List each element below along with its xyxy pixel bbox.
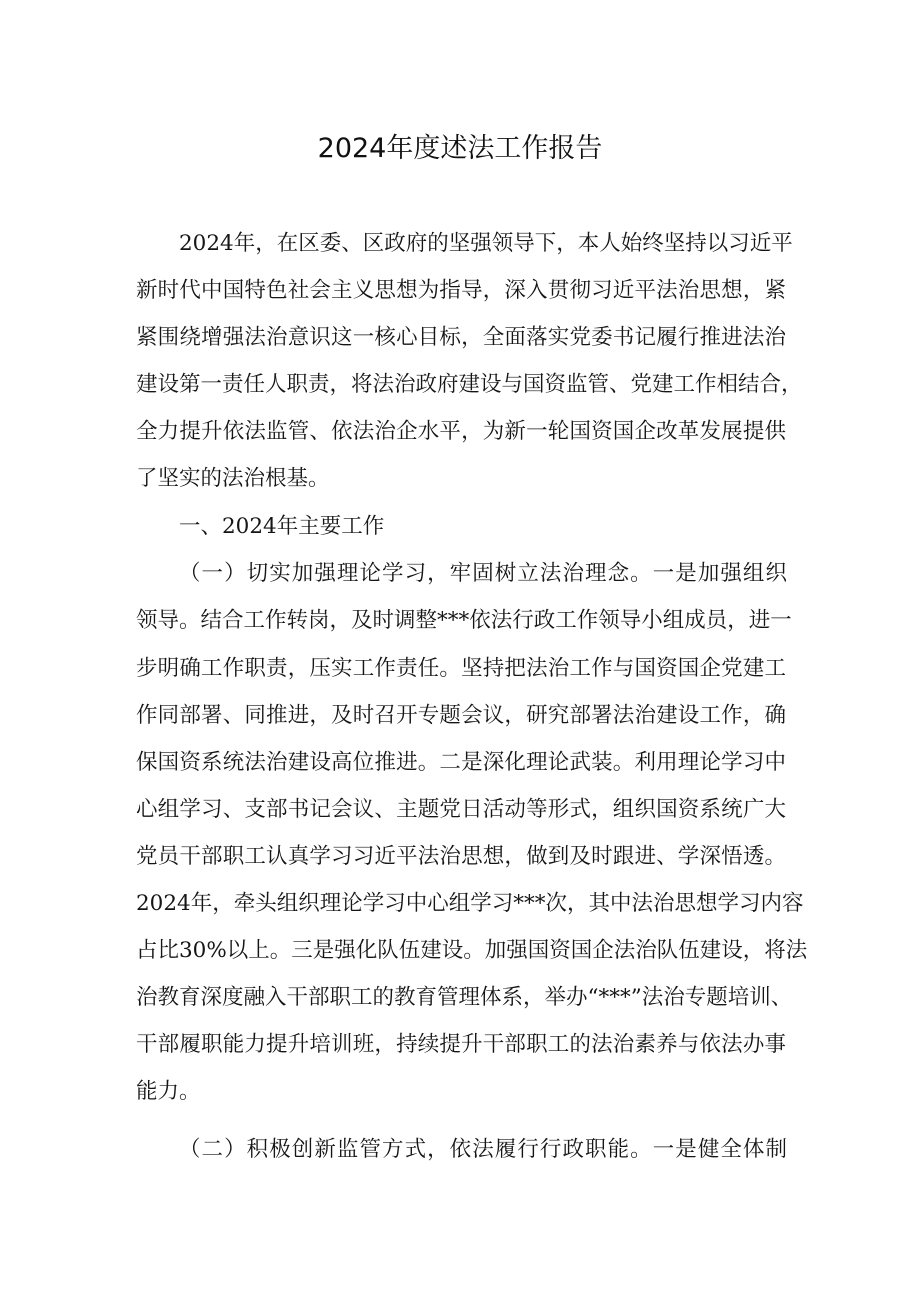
- paragraph-line: 能力。: [136, 1079, 201, 1104]
- section-heading: 一、2024年主要工作: [179, 514, 385, 539]
- paragraph-line: 占比30%以上。三是强化队伍建设。加强国资国企法治队伍建设，将法: [136, 938, 808, 963]
- paragraph-line: 步明确工作职责，压实工作责任。坚持把法治工作与国资国企党建工: [136, 656, 786, 681]
- paragraph-line: 2024年，在区委、区政府的坚强领导下，本人始终坚持以习近平: [179, 231, 793, 256]
- paragraph-line: 领导。结合工作转岗，及时调整***依法行政工作领导小组成员，进一: [136, 608, 792, 633]
- paragraph-line: （二）积极创新监管方式，依法履行行政职能。一是健全体制: [179, 1137, 787, 1162]
- paragraph-line: 保国资系统法治建设高位推进。二是深化理论武装。利用理论学习中: [136, 750, 786, 775]
- paragraph-line: 党员干部职工认真学习习近平法治思想，做到及时跟进、学深悟透。: [136, 844, 786, 869]
- paragraph-line: 了坚实的法治根基。: [136, 466, 330, 491]
- paragraph-line: 新时代中国特色社会主义思想为指导，深入贯彻习近平法治思想，紧: [136, 278, 786, 303]
- paragraph-line: 作同部署、同推进，及时召开专题会议，研究部署法治建设工作，确: [136, 703, 786, 728]
- paragraph-line: （一）切实加强理论学习，牢固树立法治理念。一是加强组织: [179, 561, 787, 586]
- paragraph-line: 干部履职能力提升培训班，持续提升干部职工的法治素养与依法办事: [136, 1032, 786, 1057]
- paragraph-line: 心组学习、支部书记会议、主题党日活动等形式，组织国资系统广大: [136, 797, 786, 822]
- paragraph-line: 建设第一责任人职责，将法治政府建设与国资监管、党建工作相结合，: [136, 372, 803, 397]
- paragraph-line: 全力提升依法监管、依法治企水平，为新一轮国资国企改革发展提供: [136, 419, 786, 444]
- paragraph-line: 2024年，牵头组织理论学习中心组学习***次，其中法治思想学习内容: [136, 891, 804, 916]
- paragraph-line: 紧围绕增强法治意识这一核心目标，全面落实党委书记履行推进法治: [136, 325, 786, 350]
- paragraph-line: 治教育深度融入干部职工的教育管理体系，举办“***”法治专题培训、: [136, 985, 793, 1010]
- document-title: 2024年度述法工作报告: [317, 133, 603, 164]
